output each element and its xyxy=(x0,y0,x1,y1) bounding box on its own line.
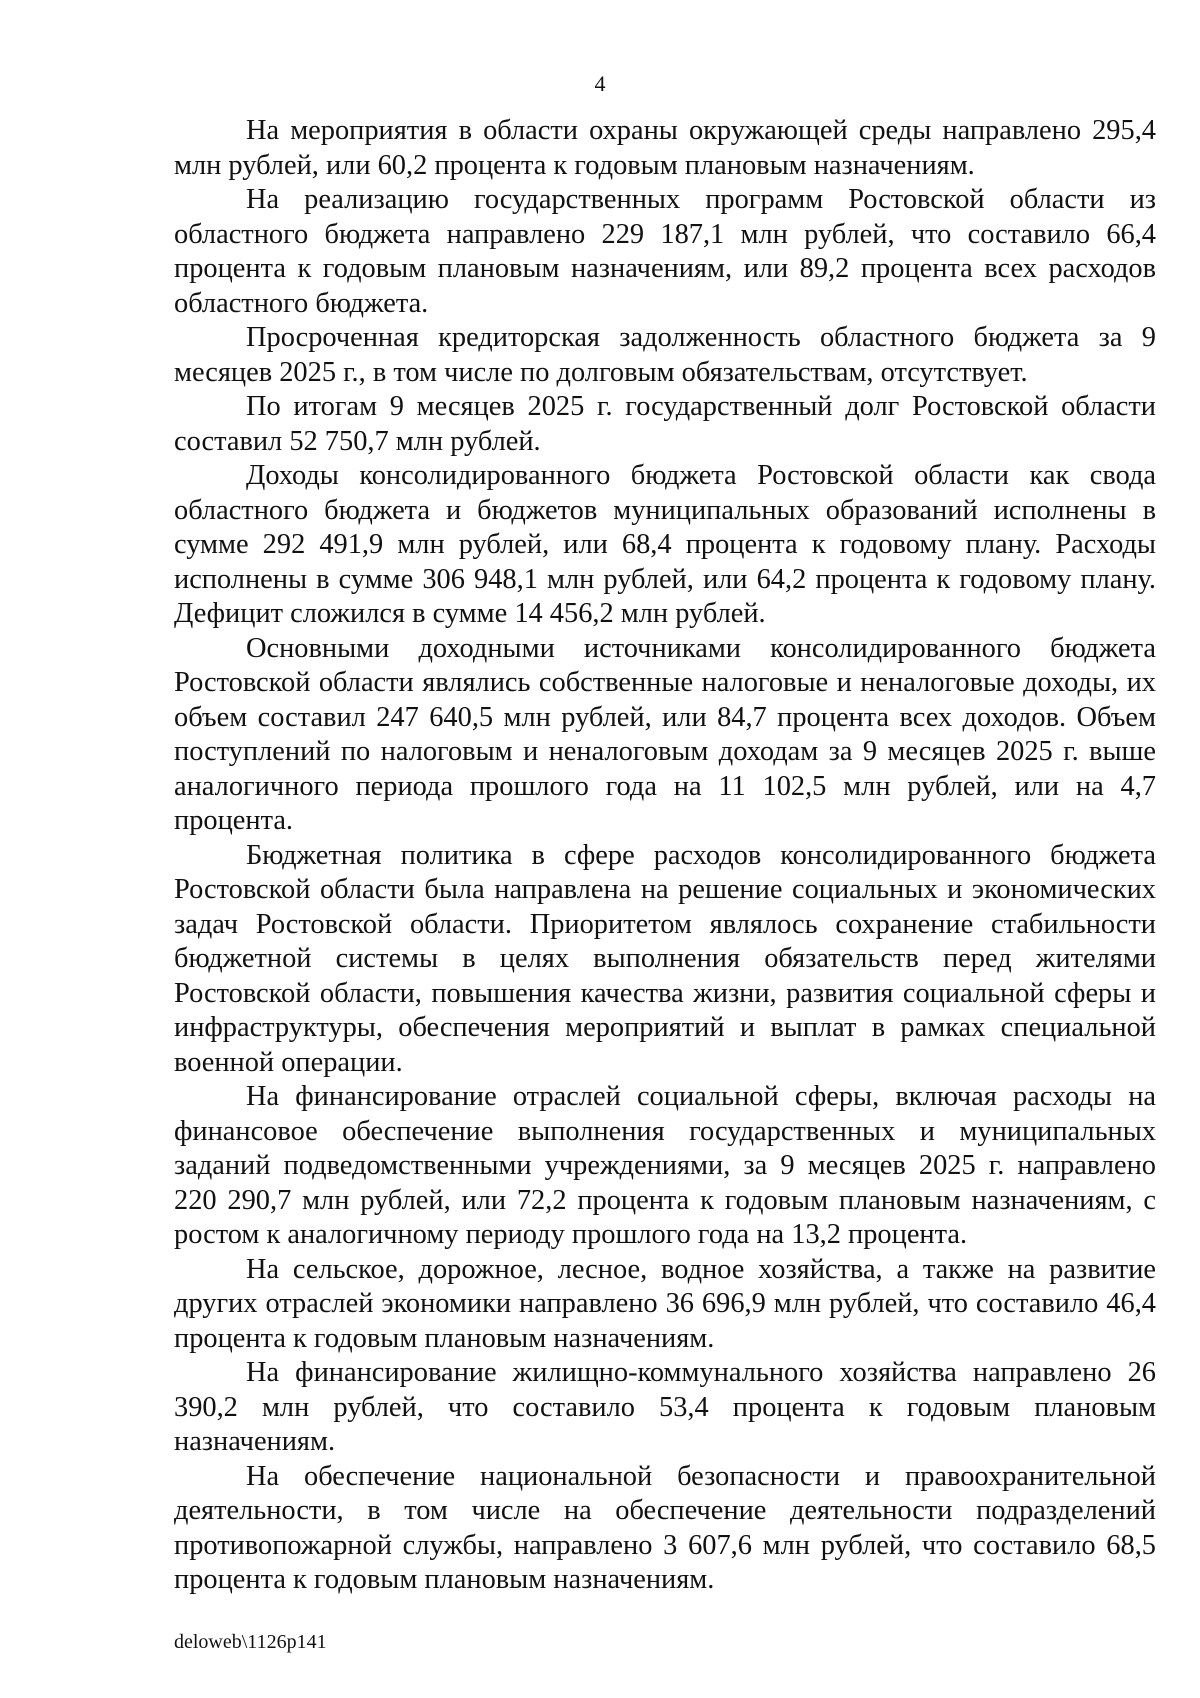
paragraph-housing: На финансирование жилищно-коммунального хозяйства направлено 26 390,2 млн рублей, что составило 53,4 процента к годовым плановым назначениям. xyxy=(174,1357,1156,1457)
paragraph-social-sphere: На финансирование отраслей социальной сферы, включая расходы на финансовое обеспечение выполнения государственных и муниципальных заданий подведомственными учреждениями, за 9 месяцев 2025 г. направлено 220 290,7 млн рублей, или 72,2 процента к годовым плановым назначениям, с ростом к аналогичному периоду прошлого года на 13,2 процента. xyxy=(174,1081,1156,1250)
paragraph-national-security: На обеспечение национальной безопасности и правоохранительной деятельности, в том числе на обеспечение деятельности подразделений противопожарной службы, направлено 3 607,6 млн рублей, что составило 68,5 процента к годовым плановым назначениям. xyxy=(174,1460,1156,1595)
page-number: 4 xyxy=(594,71,606,96)
paragraph-revenue-sources: Основными доходными источниками консолидированного бюджета Ростовской области являлись собственные налоговые и неналоговые доходы, их объем составил 247 640,5 млн рублей, или 84,7 процента всех доходов. Объем поступлений по налоговым и неналоговым доходам за 9 месяцев 2025 г. выше аналогичного периода прошлого года на 11 102,5 млн рублей, или на 4,7 процента. xyxy=(174,632,1156,836)
paragraph-economy: На сельское, дорожное, лесное, водное хозяйства, а также на развитие других отраслей экономики направлено 36 696,9 млн рублей, что составило 46,4 процента к годовым плановым назначениям. xyxy=(174,1253,1156,1354)
paragraph-overdue-debt: Просроченная кредиторская задолженность областного бюджета за 9 месяцев 2025 г., в том числе по долговым обязательствам, отсутствует. xyxy=(174,322,1156,388)
paragraph-consolidated-budget: Доходы консолидированного бюджета Ростовской области как свода областного бюджета и бюджетов муниципальных образований исполнены в сумме 292 491,9 млн рублей, или 68,4 процента к годовому плану. Расходы исполнены в сумме 306 948,1 млн рублей, или 64,2 процента к годовому плану. Дефицит сложился в сумме 14 456,2 млн рублей. xyxy=(174,460,1156,629)
paragraph-state-programs: На реализацию государственных программ Ростовской области из областного бюджета направлено 229 187,1 млн рублей, что составило 66,4 процента к годовым плановым назначениям, или 89,2 процента всех расходов областного бюджета. xyxy=(174,184,1156,319)
paragraph-environment: На мероприятия в области охраны окружающей среды направлено 295,4 млн рублей, или 60,2 процента к годовым плановым назначениям. xyxy=(174,115,1156,181)
document-body xyxy=(174,114,1156,1598)
paragraph-public-debt: По итогам 9 месяцев 2025 г. государственный долг Ростовской области составил 52 750,7 млн рублей. xyxy=(174,391,1156,457)
paragraph-budget-policy: Бюджетная политика в сфере расходов консолидированного бюджета Ростовской области была направлена на решение социальных и экономических задач Ростовской области. Приоритетом являлось сохранение стабильности бюджетной системы в целях выполнения обязательств перед жителями Ростовской области, повышения качества жизни, развития социальной сферы и инфраструктуры, обеспечения мероприятий и выплат в рамках специальной военной операции. xyxy=(174,839,1156,1078)
document-code: deloweb\1126p141 xyxy=(174,1631,327,1653)
